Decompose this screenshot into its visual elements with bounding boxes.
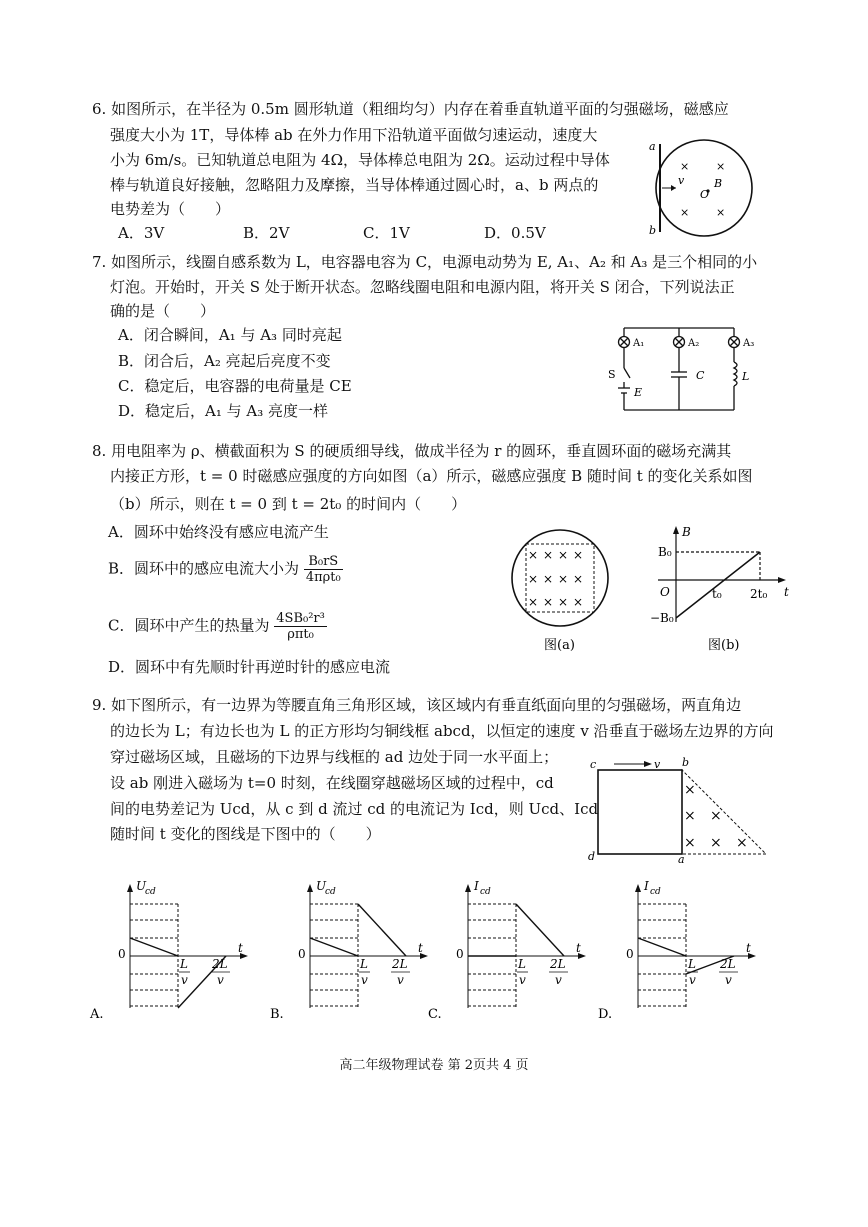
q8-option-b-denominator: 4πρt₀ xyxy=(305,570,341,585)
q6-figure xyxy=(640,136,760,240)
svg-text:×: × xyxy=(558,595,569,609)
q8-label-negB0: −B₀ xyxy=(650,611,674,625)
q7-line-1: 7. 如图所示，线圈自感系数为 L，电容器电容为 C，电源电动势为 E, A₁、A₂ 和 A₃ 是三个相同的小 xyxy=(92,253,758,271)
q7-option-d: D．稳定后，A₁ 与 A₃ 亮度一样 xyxy=(118,402,329,420)
svg-text:×: × xyxy=(710,808,722,824)
q9-graph-d-ylabel: I xyxy=(644,879,649,893)
svg-text:×: × xyxy=(573,572,584,586)
q9-figure xyxy=(582,752,776,864)
q9-graph-b-t: t xyxy=(418,941,423,955)
q8-option-b-numerator: B₀rS xyxy=(304,554,343,570)
q9-graph-c-ysub: cd xyxy=(480,887,491,897)
svg-text:×: × xyxy=(680,206,690,219)
q9-graph-b-letter: B. xyxy=(270,1007,284,1020)
q6-option-c: C．1V xyxy=(363,224,410,242)
q8-option-b-text: B．圆环中的感应电流大小为 xyxy=(108,559,300,578)
q7-label-S: S xyxy=(608,368,616,381)
q9-graph-b-v2: v xyxy=(397,973,404,987)
q9-label-v: v xyxy=(654,758,661,771)
q9-line-1: 9. 如下图所示，有一边界为等腰直角三角形区域，该区域内有垂直纸面向里的匀强磁场，两直角边 xyxy=(92,696,742,714)
q9-graph-c-v1: v xyxy=(519,973,526,987)
q8-option-c-denominator: ρπt₀ xyxy=(287,627,314,642)
svg-text:×: × xyxy=(684,782,696,798)
q6-label-b: b xyxy=(649,224,657,237)
q6-line-3: 小为 6m/s。已知轨道总电阻为 4Ω，导体棒总电阻为 2Ω。运动过程中导体 xyxy=(110,151,610,169)
q9-line-6: 随时间 t 变化的图线是下图中的（ ） xyxy=(110,825,381,843)
q8-line-1: 8. 用电阻率为 ρ、横截面积为 S 的硬质细导线，做成半径为 r 的圆环，垂直圆环面的磁场充满其 xyxy=(92,442,732,460)
q7-option-b: B．闭合后，A₂ 亮起后亮度不变 xyxy=(118,352,331,370)
q9-graph-a-ylabel: U xyxy=(136,879,147,893)
q9-graph-a-letter: A. xyxy=(90,1007,104,1020)
q6-option-b: B．2V xyxy=(243,224,290,242)
q7-option-c: C．稳定后，电容器的电荷量是 CE xyxy=(118,377,352,395)
q8-option-c-numerator: 4SB₀²r³ xyxy=(276,611,325,626)
q7-option-a: A．闭合瞬间，A₁ 与 A₃ 同时亮起 xyxy=(118,326,342,344)
q8-line-3: （b）所示，则在 t = 0 到 t = 2t₀ 的时间内（ ） xyxy=(110,495,467,513)
q6-label-a: a xyxy=(649,140,656,153)
q8-option-b xyxy=(108,554,343,585)
svg-text:×: × xyxy=(736,835,748,851)
q9-graph-d-ysub: cd xyxy=(650,887,661,897)
q9-graph-b xyxy=(266,876,436,1020)
q7-label-A3: A₃ xyxy=(743,338,755,349)
q6-label-v: v xyxy=(678,174,685,187)
q9-line-5: 间的电势差记为 Ucd，从 c 到 d 流过 cd 的电流记为 Icd，则 Ucd、Icd xyxy=(110,800,599,818)
q9-graph-a-2L: 2L xyxy=(212,957,228,971)
q8-figure-b xyxy=(644,522,794,660)
q8-label-B0: B₀ xyxy=(658,545,672,559)
q9-graph-b-zero: 0 xyxy=(298,947,306,961)
q7-label-L: L xyxy=(742,370,750,383)
q9-graph-d-zero: 0 xyxy=(626,947,634,961)
svg-text:×: × xyxy=(684,835,696,851)
svg-text:×: × xyxy=(680,160,690,173)
q9-graph-a-t: t xyxy=(238,941,243,955)
q8-label-O: O xyxy=(660,585,670,599)
q8-figure-a xyxy=(508,526,612,660)
svg-text:×: × xyxy=(716,206,726,219)
q7-label-E: E xyxy=(634,386,643,399)
q9-label-d: d xyxy=(588,850,596,863)
q8-label-t0: t₀ xyxy=(712,587,722,601)
q9-graph-c-t: t xyxy=(576,941,581,955)
q9-graph-c-ylabel: I xyxy=(474,879,479,893)
q6-label-B: B xyxy=(714,177,723,190)
q9-graph-d-L: L xyxy=(688,957,696,971)
q8-option-c xyxy=(108,611,327,642)
q9-line-4: 设 ab 刚进入磁场为 t=0 时刻，在线圈穿越磁场区域的过程中，cd xyxy=(110,774,554,792)
q8-option-c-fraction xyxy=(274,611,327,642)
q9-graph-c-letter: C. xyxy=(428,1007,442,1020)
q9-graph-b-ysub: cd xyxy=(325,887,336,897)
svg-text:×: × xyxy=(543,595,554,609)
svg-text:×: × xyxy=(528,548,539,562)
q9-graph-c-L: L xyxy=(518,957,526,971)
q8-caption-b: 图(b) xyxy=(708,638,740,653)
svg-text:×: × xyxy=(528,572,539,586)
q9-graph-d-letter: D. xyxy=(598,1007,613,1020)
q6-line-5: 电势差为（ ） xyxy=(110,200,231,218)
q6-line-1: 6. 如图所示，在半径为 0.5m 圆形轨道（粗细均匀）内存在着垂直轨道平面的匀强磁场，磁感应 xyxy=(92,100,729,118)
q9-graph-d-v1: v xyxy=(689,973,696,987)
q9-graph-a xyxy=(86,876,256,1020)
svg-text:×: × xyxy=(558,572,569,586)
q8-caption-a: 图(a) xyxy=(544,638,575,653)
q7-circuit xyxy=(606,322,766,416)
page-footer: 高二年级物理试卷 第 2页共 4 页 xyxy=(339,1058,529,1073)
q6-option-a: A．3V xyxy=(118,224,165,242)
svg-text:×: × xyxy=(684,808,696,824)
q8-axis-t: t xyxy=(784,585,789,599)
q8-axis-B: B xyxy=(682,525,691,539)
q7-line-2: 灯泡。开始时，开关 S 处于断开状态。忽略线圈电阻和电源内阻，将开关 S 闭合，下列说法正 xyxy=(110,278,735,296)
q9-graph-c xyxy=(424,876,594,1020)
q8-option-b-fraction xyxy=(304,554,343,585)
q9-label-a: a xyxy=(678,853,685,864)
q9-graph-d-v2: v xyxy=(725,973,732,987)
q9-line-2: 的边长为 L；有边长也为 L 的正方形均匀铜线框 abcd，以恒定的速度 v 沿垂直于磁场左边界的方向 xyxy=(110,722,774,740)
svg-text:×: × xyxy=(558,548,569,562)
q7-label-A2: A₂ xyxy=(688,338,700,349)
q8-option-c-text: C．圆环中产生的热量为 xyxy=(108,616,270,635)
q7-line-3: 确的是（ ） xyxy=(110,302,216,320)
svg-text:×: × xyxy=(573,595,584,609)
q9-graph-b-ylabel: U xyxy=(316,879,327,893)
q9-label-b: b xyxy=(682,756,690,769)
q8-label-2t0: 2t₀ xyxy=(750,587,768,601)
svg-text:×: × xyxy=(716,160,726,173)
svg-text:×: × xyxy=(573,548,584,562)
q9-graph-c-2L: 2L xyxy=(550,957,566,971)
q9-graph-a-v2: v xyxy=(217,973,224,987)
q6-option-d: D．0.5V xyxy=(484,224,546,242)
q8-line-2: 内接正方形，t = 0 时磁感应强度的方向如图（a）所示，磁感应强度 B 随时间 t 的变化关系如图 xyxy=(110,467,753,485)
q6-line-2: 强度大小为 1T，导体棒 ab 在外力作用下沿轨道平面做匀速运动，速度大 xyxy=(110,126,598,144)
q9-graph-d-2L: 2L xyxy=(720,957,736,971)
q8-option-a: A．圆环中始终没有感应电流产生 xyxy=(108,523,329,541)
q7-label-A1: A₁ xyxy=(633,338,645,349)
q9-graph-c-v2: v xyxy=(555,973,562,987)
q9-graph-d-t: t xyxy=(746,941,751,955)
svg-text:×: × xyxy=(543,572,554,586)
q9-graph-b-2L: 2L xyxy=(392,957,408,971)
svg-text:×: × xyxy=(710,835,722,851)
q9-line-3: 穿过磁场区域，且磁场的下边界与线框的 ad 边处于同一水平面上； xyxy=(110,748,559,766)
q9-graph-b-v1: v xyxy=(361,973,368,987)
svg-text:×: × xyxy=(543,548,554,562)
q9-graph-a-zero: 0 xyxy=(118,947,126,961)
q9-graph-d xyxy=(594,876,764,1020)
q6-label-O: O xyxy=(700,188,710,201)
q9-graph-a-v1: v xyxy=(181,973,188,987)
q9-graph-c-zero: 0 xyxy=(456,947,464,961)
q9-graph-a-L: L xyxy=(180,957,188,971)
q6-line-4: 棒与轨道良好接触，忽略阻力及摩擦，当导体棒通过圆心时，a、b 两点的 xyxy=(110,176,599,194)
q9-graph-a-ysub: cd xyxy=(145,887,156,897)
q9-label-c: c xyxy=(590,758,597,771)
q9-graph-b-L: L xyxy=(360,957,368,971)
q8-option-d: D．圆环中有先顺时针再逆时针的感应电流 xyxy=(108,658,391,676)
q7-label-C: C xyxy=(696,369,705,382)
svg-text:×: × xyxy=(528,595,539,609)
